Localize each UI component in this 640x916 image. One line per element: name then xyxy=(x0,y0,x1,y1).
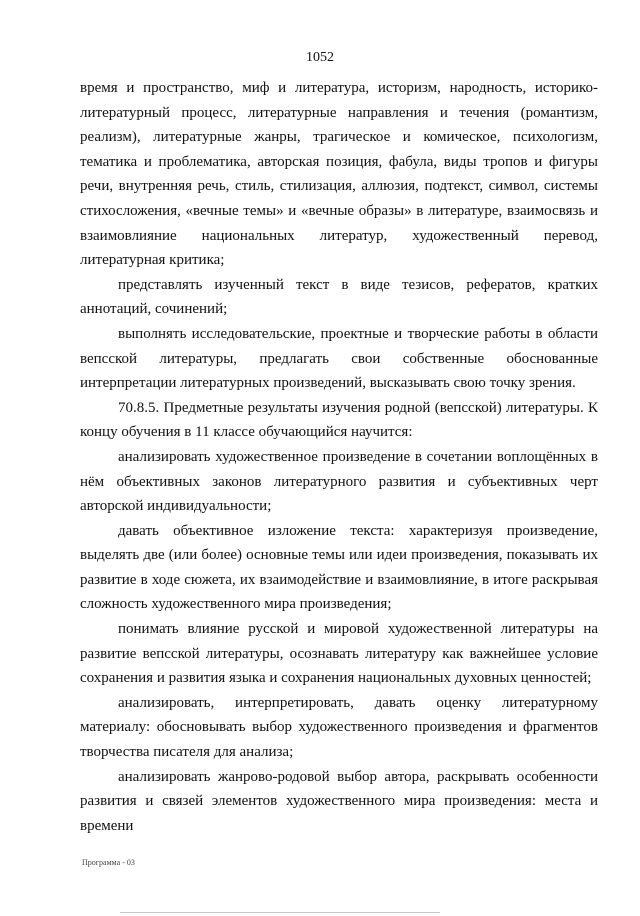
document-body xyxy=(80,76,598,838)
paragraph-item: анализировать художественное произведение в сочетании воплощённых в нём объективных законов литературного развития и субъективных черт авторской индивидуальности; xyxy=(80,448,598,515)
paragraph-item: выполнять исследовательские, проектные и творческие работы в области вепсской литературы, предлагать свои собственные обоснованные интерпретации литературных произведений, высказывать свою точку зрения. xyxy=(80,325,598,392)
scan-edge-line xyxy=(120,912,440,913)
page-number: 1052 xyxy=(306,50,334,65)
paragraph-item: давать объективное изложение текста: характеризуя произведение, выделять две (или более) основные темы или идеи произведения, показывать их развитие в ходе сюжета, их взаимодействие и взаимовлияние, в итоге раскрывая сложность художественного мира произведения; xyxy=(80,522,598,613)
footer-note: Программа - 03 xyxy=(82,858,135,867)
paragraph-item: понимать влияние русской и мировой художественной литературы на развитие вепсской литературы, осознавать литературу как важнейшее условие сохранения и развития языка и сохранения национальных духовных ценностей; xyxy=(80,621,598,687)
paragraph-section-heading: 70.8.5. Предметные результаты изучения родной (вепсской) литературы. К концу обучения в 11 классе обучающийся научится: xyxy=(80,399,598,441)
paragraph-continuation: время и пространство, миф и литература, историзм, народность, историко-литературный процесс, литературные направления и течения (романтизм, реализм), литературные жанры, трагическое и комическое, психологизм, тематика и проблематика, авторская позиция, фабула, виды тропов и фигуры речи, внутренняя речь, стиль, стилизация, аллюзия, подтекст, символ, системы стихосложения, «вечные темы» и «вечные образы» в литературе, взаимосвязь и взаимовлияние национальных литератур, художественный перевод, литературная критика; xyxy=(80,80,598,269)
paragraph-item: анализировать жанрово-родовой выбор автора, раскрывать особенности развития и связей элементов художественного мира произведения: места и времени xyxy=(80,768,598,834)
paragraph-item: анализировать, интерпретировать, давать оценку литературному материалу: обосновывать выбор художественного произведения и фрагментов творчества писателя для анализа; xyxy=(80,694,598,761)
paragraph-item: представлять изученный текст в виде тезисов, рефератов, кратких аннотаций, сочинений; xyxy=(80,276,598,318)
